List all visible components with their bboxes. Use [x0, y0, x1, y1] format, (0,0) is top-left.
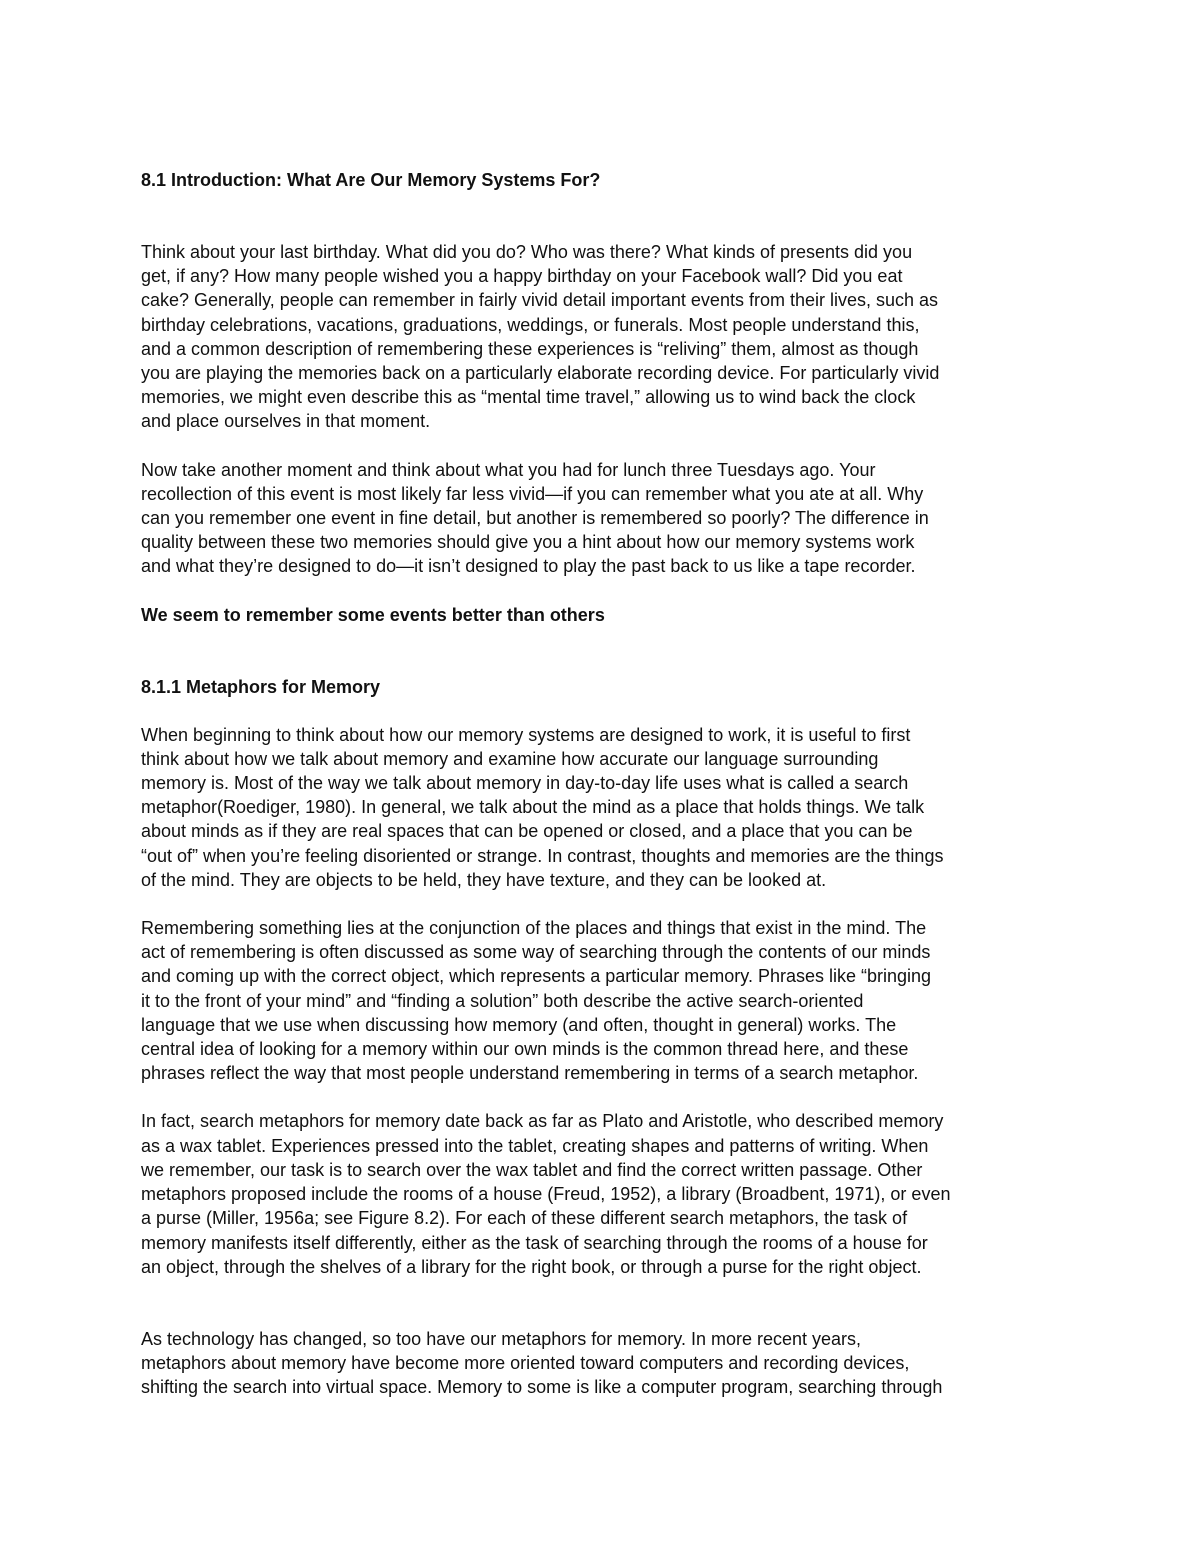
subsection-heading: 8.1.1 Metaphors for Memory [141, 676, 381, 697]
paragraph-wax-tablet: In fact, search metaphors for memory date back as far as Plato and Aristotle, who described memory as a wax tablet. Experiences pressed into the tablet, creating shapes and patterns of writing. When we remember, our task is to search over the wax tablet and find the correct written passage. Other metaphors proposed include the rooms of a house (Freud, 1952), a library (Broadbent, 1971), or even a purse (Miller, 1956a; see Figure 8.2). For each of these different search metaphors, the task of memory manifests itself differently, either as the task of searching through the rooms of a house for an object, through the shelves of a library for the right book, or through a purse for the right object. [141, 1111, 951, 1277]
paragraph-lunch-tuesdays: Now take another moment and think about what you had for lunch three Tuesdays ago. Your recollection of this event is most likely far less vivid—if you can remember what you ate at all. Why can you remember one event in fine detail, but another is remembered so poorly? The difference in quality between these two memories should give you a hint about how our memory systems work and what they’re designed to do—it isn’t designed to play the past back to us like a tape recorder. [141, 459, 929, 577]
paragraph-technology-metaphors: As technology has changed, so too have our metaphors for memory. In more recent years, metaphors about memory have become more oriented toward computers and recording devices, shifting the search into virtual space. Memory to some is like a computer program, searching through [141, 1328, 943, 1398]
callout-text: We seem to remember some events better than others [141, 604, 605, 625]
paragraph-last-birthday: Think about your last birthday. What did you do? Who was there? What kinds of presents did you get, if any? How many people wished you a happy birthday on your Facebook wall? Did you eat cake? Generally, people can remember in fairly vivid detail important events from their lives, such as birthday celebrations, vacations, graduations, weddings, or funerals. Most people understand this, and a common description of remembering these experiences is “reliving” them, almost as though you are playing the memories back on a particularly elaborate recording device. For particularly vivid memories, we might even describe this as “mental time travel,” allowing us to wind back the clock and place ourselves in that moment. [141, 242, 940, 432]
section-heading: 8.1 Introduction: What Are Our Memory Systems For? [141, 170, 601, 190]
paragraph-search-metaphor: When beginning to think about how our memory systems are designed to work, it is useful to first think about how we talk about memory and examine how accurate our language surrounding memory is. Most of the way we talk about memory in day-to-day life uses what is called a search metaphor(Roediger, 1980). In general, we talk about the mind as a place that holds things. We talk about minds as if they are real spaces that can be opened or closed, and a place that you can be “out of” when you’re feeling disoriented or strange. In contrast, thoughts and memories are the things of the mind. They are objects to be held, they have texture, and they can be looked at. [141, 724, 944, 890]
paragraph-remembering-conjunction: Remembering something lies at the conjunction of the places and things that exist in the mind. The act of remembering is often discussed as some way of searching through the contents of our minds and coming up with the correct object, which represents a particular memory. Phrases like “bringing it to the front of your mind” and “finding a solution” both describe the active search-oriented language that we use when discussing how memory (and often, thought in general) works. The central idea of looking for a memory within our own minds is the common thread here, and these phrases reflect the way that most people understand remembering in terms of a search metaphor. [141, 918, 932, 1084]
document-body [141, 168, 1066, 1400]
